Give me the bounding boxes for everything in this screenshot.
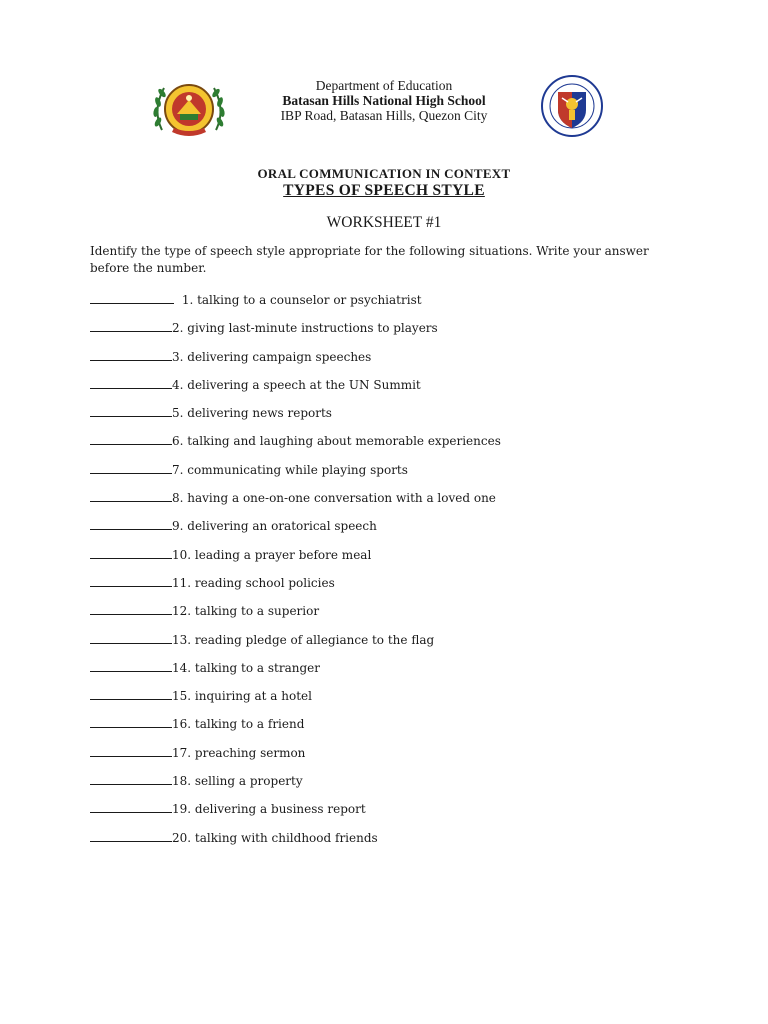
list-item: [90, 743, 690, 771]
item-text: 13. reading pledge of allegiance to the flag: [172, 632, 435, 647]
instructions: Identify the type of speech style appropriate for the following situations. Write your answer before the number.: [90, 244, 649, 275]
list-item: [90, 460, 690, 488]
answer-blank[interactable]: [90, 630, 172, 644]
answer-blank[interactable]: [90, 799, 172, 813]
item-text: 19. delivering a business report: [172, 802, 366, 817]
item-text: 18. selling a property: [172, 774, 303, 789]
item-text: 9. delivering an oratorical speech: [172, 519, 377, 534]
answer-blank[interactable]: [90, 771, 172, 785]
answer-blank[interactable]: [90, 516, 172, 530]
item-text: 5. delivering news reports: [172, 406, 332, 421]
item-text: 1. talking to a counselor or psychiatrist: [178, 293, 422, 307]
answer-blank[interactable]: [90, 601, 172, 615]
list-item: [90, 799, 690, 827]
list-item: [90, 601, 690, 629]
list-item: [90, 686, 690, 714]
letterhead-text: [230, 78, 538, 123]
answer-blank[interactable]: [90, 290, 174, 304]
list-item: [90, 714, 690, 742]
answer-blank[interactable]: [90, 460, 172, 474]
answer-blank[interactable]: [90, 743, 172, 757]
list-item: [90, 545, 690, 573]
answer-blank[interactable]: [90, 488, 172, 502]
item-list: [90, 290, 690, 856]
answer-blank[interactable]: [90, 714, 172, 728]
answer-blank[interactable]: [90, 403, 172, 417]
letterhead: [0, 74, 768, 144]
worksheet-number: WORKSHEET #1: [326, 214, 442, 231]
item-text: 6. talking and laughing about memorable experiences: [172, 434, 501, 449]
list-item: [90, 431, 690, 459]
answer-blank[interactable]: [90, 573, 172, 587]
item-text: 8. having a one-on-one conversation with a loved one: [172, 491, 496, 506]
item-text: 16. talking to a friend: [172, 717, 305, 732]
list-item: [90, 318, 690, 346]
list-item: [90, 290, 690, 318]
item-text: 4. delivering a speech at the UN Summit: [172, 377, 421, 392]
item-text: 20. talking with childhood friends: [172, 830, 378, 845]
item-text: 11. reading school policies: [172, 575, 335, 590]
subject-title: ORAL COMMUNICATION IN CONTEXT: [257, 166, 511, 181]
answer-blank[interactable]: [90, 686, 172, 700]
list-item: [90, 573, 690, 601]
answer-blank[interactable]: [90, 828, 172, 842]
list-item: [90, 375, 690, 403]
topic-title: TYPES OF SPEECH STYLE: [283, 182, 485, 199]
item-text: 12. talking to a superior: [172, 604, 320, 619]
item-text: 10. leading a prayer before meal: [172, 547, 372, 562]
answer-blank[interactable]: [90, 658, 172, 672]
item-text: 14. talking to a stranger: [172, 660, 320, 675]
list-item: [90, 516, 690, 544]
item-text: 2. giving last-minute instructions to players: [172, 321, 438, 336]
answer-blank[interactable]: [90, 545, 172, 559]
item-text: 17. preaching sermon: [172, 745, 306, 760]
department-name: Department of Education: [315, 78, 453, 93]
school-name: Batasan Hills National High School: [282, 93, 486, 108]
school-seal-logo: [150, 78, 228, 140]
list-item: [90, 828, 690, 856]
answer-blank[interactable]: [90, 431, 172, 445]
list-item: [90, 630, 690, 658]
answer-blank[interactable]: [90, 318, 172, 332]
list-item: [90, 347, 690, 375]
answer-blank[interactable]: [90, 375, 172, 389]
list-item: [90, 771, 690, 799]
answer-blank[interactable]: [90, 347, 172, 361]
item-text: 15. inquiring at a hotel: [172, 689, 312, 704]
list-item: [90, 488, 690, 516]
item-text: 3. delivering campaign speeches: [172, 349, 372, 364]
item-text: 7. communicating while playing sports: [172, 462, 408, 477]
list-item: [90, 658, 690, 686]
list-item: [90, 403, 690, 431]
school-address: IBP Road, Batasan Hills, Quezon City: [280, 108, 488, 123]
deped-seal-logo: [540, 74, 604, 138]
